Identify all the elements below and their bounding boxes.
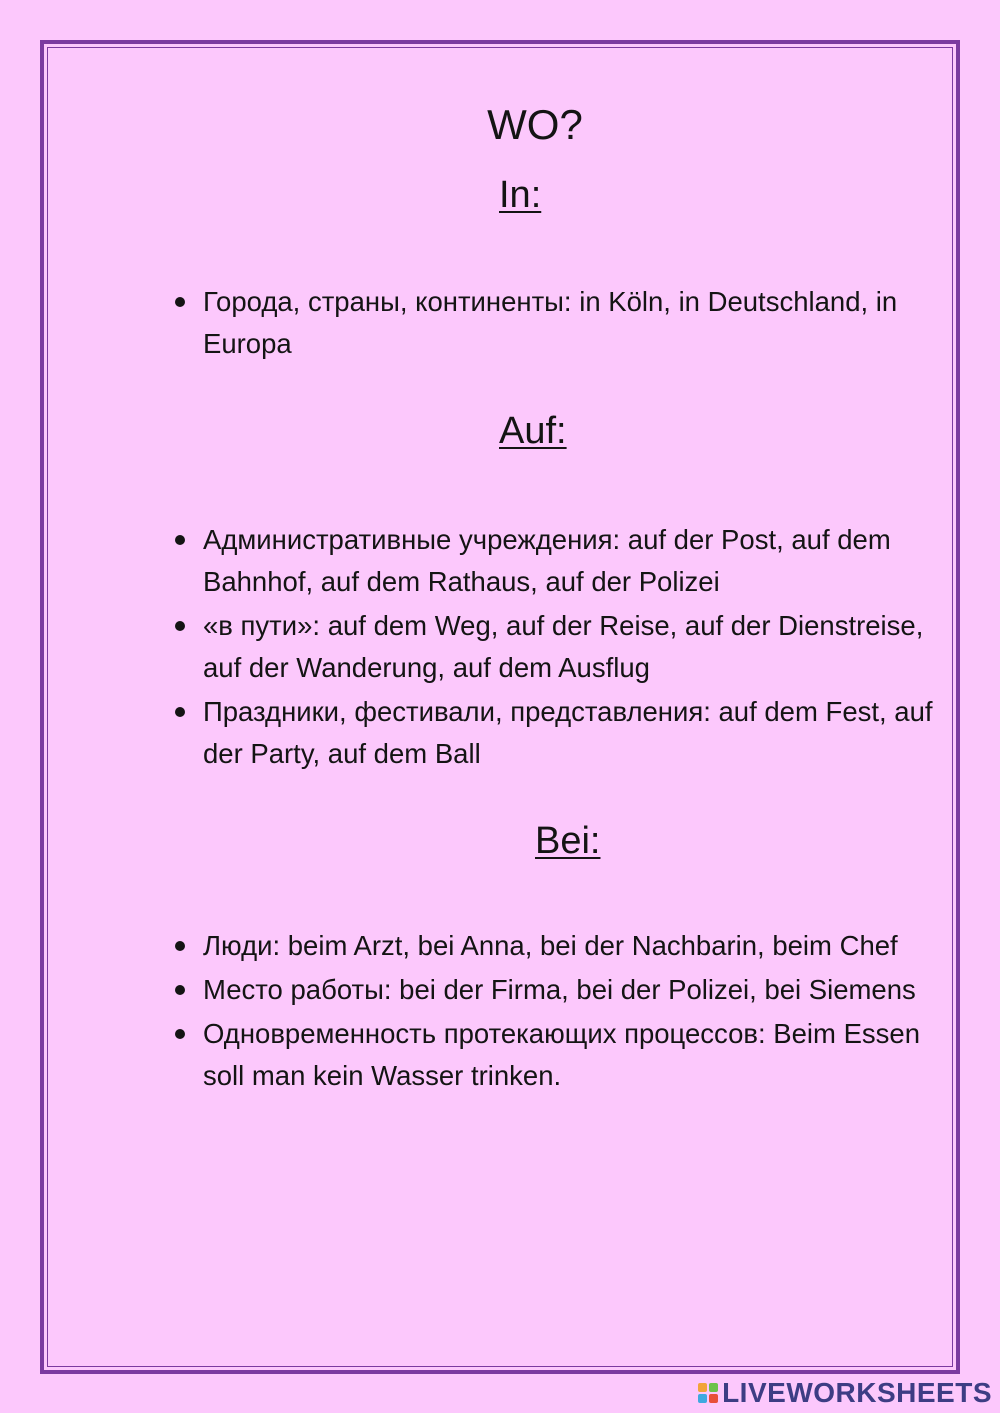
list-item bbox=[160, 281, 940, 365]
liveworksheets-watermark bbox=[698, 1379, 992, 1407]
list-item bbox=[160, 519, 940, 603]
bullet-icon bbox=[175, 297, 185, 307]
logo-square-4 bbox=[709, 1394, 718, 1403]
logo-square-2 bbox=[709, 1383, 718, 1392]
section-heading-bei: Bei: bbox=[535, 820, 601, 862]
page-title: WO? bbox=[487, 101, 583, 148]
list-item bbox=[160, 969, 940, 1011]
list-item-text: Одновременность протекающих процессов: Beim Essen soll man kein Wasser trinken. bbox=[203, 1018, 921, 1091]
bullet-icon bbox=[175, 621, 185, 631]
list-item-text: Праздники, фестивали, представления: auf dem Fest, auf der Party, auf dem Ball bbox=[203, 696, 933, 769]
bullet-icon bbox=[175, 707, 185, 717]
bullet-icon bbox=[175, 1029, 185, 1039]
list-item bbox=[160, 691, 940, 775]
list-item-text: «в пути»: auf dem Weg, auf der Reise, auf der Dienstreise, auf der Wanderung, auf dem Ausflug bbox=[203, 610, 924, 683]
bullet-list-in bbox=[160, 281, 940, 367]
list-item bbox=[160, 925, 940, 967]
bullet-icon bbox=[175, 535, 185, 545]
bullet-list-bei bbox=[160, 925, 940, 1099]
watermark-text: LIVEWORKSHEETS bbox=[722, 1377, 992, 1408]
list-item-text: Города, страны, континенты: in Köln, in Deutschland, in Europa bbox=[203, 286, 898, 359]
bullet-list-auf bbox=[160, 519, 940, 777]
list-item bbox=[160, 605, 940, 689]
logo-square-3 bbox=[698, 1394, 707, 1403]
logo-square-1 bbox=[698, 1383, 707, 1392]
list-item-text: Административные учреждения: auf der Post, auf dem Bahnhof, auf dem Rathaus, auf der Polizei bbox=[203, 524, 891, 597]
liveworksheets-logo-icon bbox=[698, 1383, 718, 1403]
bullet-icon bbox=[175, 941, 185, 951]
list-item bbox=[160, 1013, 940, 1097]
section-heading-auf: Auf: bbox=[499, 410, 567, 452]
list-item-text: Место работы: bei der Firma, bei der Polizei, bei Siemens bbox=[203, 974, 916, 1005]
bullet-icon bbox=[175, 985, 185, 995]
list-item-text: Люди: beim Arzt, bei Anna, bei der Nachbarin, beim Chef bbox=[203, 930, 898, 961]
section-heading-in: In: bbox=[499, 174, 542, 216]
